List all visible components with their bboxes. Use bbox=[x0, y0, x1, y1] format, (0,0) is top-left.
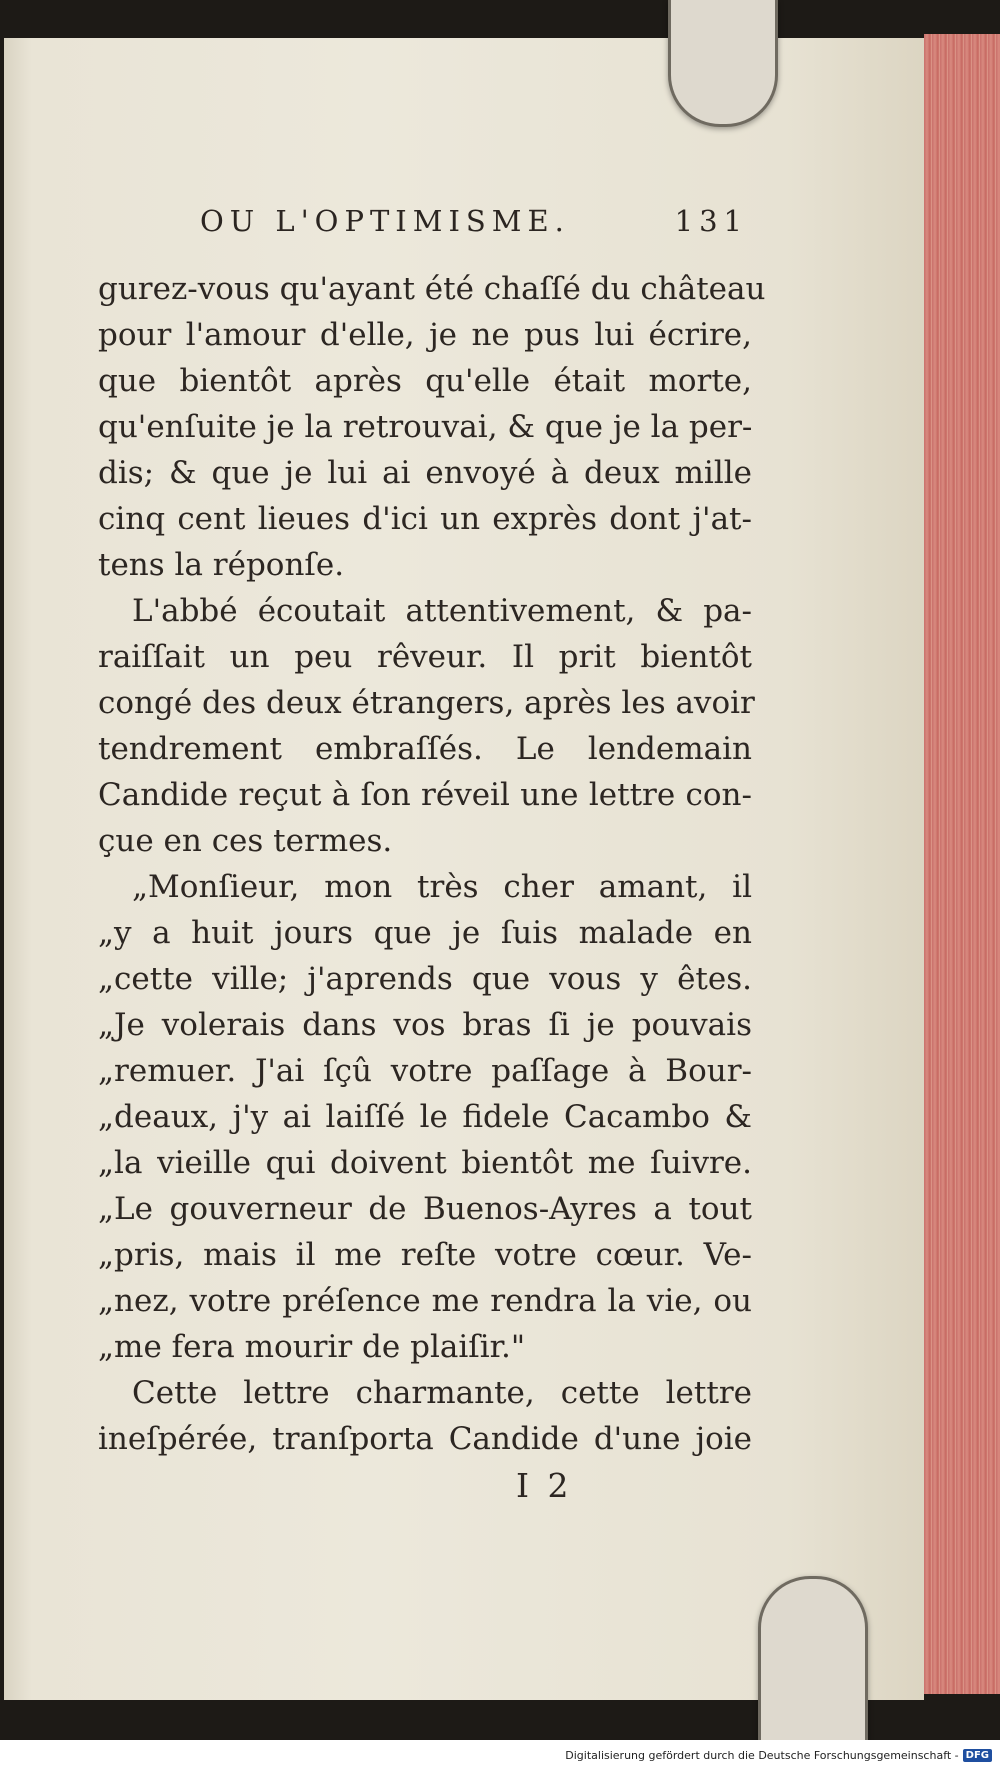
signature-mark: I 2 bbox=[516, 1466, 573, 1505]
text-line: gurez-vous qu'ayant été chaſſé du château bbox=[98, 271, 766, 307]
text-line: „y a huit jours que je ſuis malade en bbox=[98, 915, 752, 951]
digitization-footer bbox=[0, 1740, 1000, 1771]
text-line: „Le gouverneur de Buenos-Ayres a tout bbox=[98, 1191, 752, 1227]
text-line: dis; & que je lui ai envoyé à deux mille bbox=[98, 455, 752, 491]
text-line: „nez, votre préſence me rendra la vie, ou bbox=[98, 1283, 752, 1319]
dfg-logo: DFG bbox=[963, 1749, 992, 1762]
text-line: Candide reçut à ſon réveil une lettre con- bbox=[98, 777, 752, 813]
page-clip-top bbox=[668, 0, 778, 127]
text-line: „me fera mourir de plaiſir." bbox=[98, 1329, 526, 1365]
text-line: çue en ces termes. bbox=[98, 823, 393, 859]
page-number: 131 bbox=[674, 204, 748, 238]
text-line: raiſſait un peu rêveur. Il prit bientôt bbox=[98, 639, 752, 675]
text-line: „pris, mais il me reſte votre cœur. Ve- bbox=[98, 1237, 752, 1273]
text-line: pour l'amour d'elle, je ne pus lui écrire, bbox=[98, 317, 752, 353]
text-line: tens la réponſe. bbox=[98, 547, 345, 583]
text-line: qu'enſuite je la retrouvai, & que je la per- bbox=[98, 409, 753, 445]
funding-credit: Digitalisierung gefördert durch die Deutsche Forschungsgemeinschaft - bbox=[565, 1749, 959, 1762]
page-edges bbox=[924, 34, 1000, 1694]
running-header bbox=[200, 204, 748, 238]
text-line: L'abbé écoutait attentivement, & pa- bbox=[132, 593, 752, 629]
text-line: „remuer. J'ai ſçû votre paſſage à Bour- bbox=[98, 1053, 752, 1089]
text-line: congé des deux étrangers, après les avoir bbox=[98, 685, 755, 721]
text-line: tendrement embraſſés. Le lendemain bbox=[98, 731, 752, 767]
text-line: que bientôt après qu'elle était morte, bbox=[98, 363, 752, 399]
text-line: ineſpérée, tranſporta Candide d'une joie bbox=[98, 1421, 752, 1457]
text-line: „cette ville; j'aprends que vous y êtes. bbox=[98, 961, 752, 997]
page-clip-bottom bbox=[758, 1576, 868, 1740]
text-line: cinq cent lieues d'ici un exprès dont j'at- bbox=[98, 501, 752, 537]
text-line: Cette lettre charmante, cette lettre bbox=[132, 1375, 752, 1411]
text-line: „deaux, j'y ai laiſſé le fidele Cacambo & bbox=[98, 1099, 752, 1135]
text-line: „la vieille qui doivent bientôt me ſuivre. bbox=[98, 1145, 752, 1181]
text-line: „Je volerais dans vos bras ſi je pouvais bbox=[98, 1007, 752, 1043]
running-title: OU L'OPTIMISME. bbox=[200, 204, 570, 238]
text-line: „Monſieur, mon très cher amant, il bbox=[132, 869, 752, 905]
body-text bbox=[98, 266, 766, 1462]
